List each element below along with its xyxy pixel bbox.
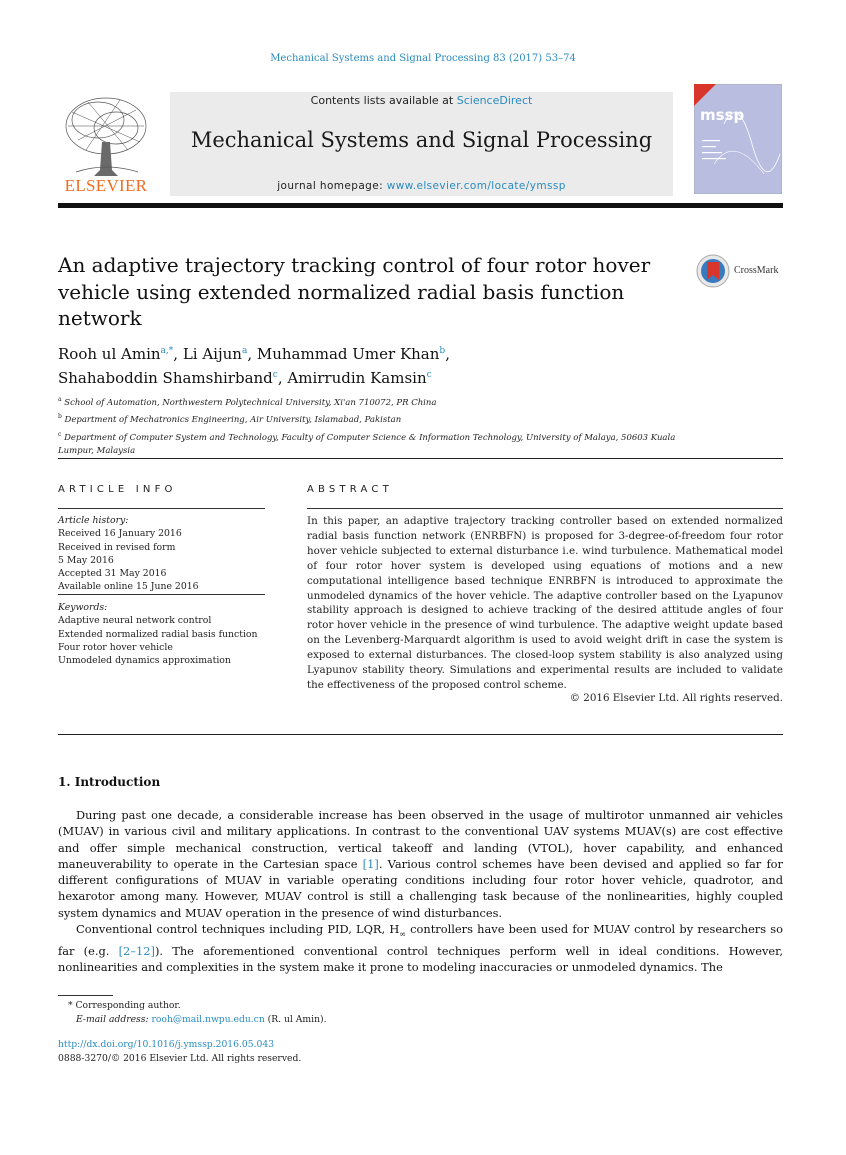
paragraph: [58, 807, 783, 921]
abstract-copyright: © 2016 Elsevier Ltd. All rights reserved.: [569, 692, 783, 704]
masthead-rule: [58, 203, 783, 208]
sciencedirect-link[interactable]: ScienceDirect: [456, 94, 533, 107]
author-name[interactable]: Rooh ul Amin: [58, 345, 161, 363]
affiliation: [58, 428, 698, 459]
cover-label: mssp: [700, 106, 745, 124]
contents-line: [170, 94, 673, 107]
text-run: ). The aforementioned conventional control techniques perform well in ideal conditions. However, nonlinearities and complexities in the system make it prone to modeling inaccuracies or unmodeled dynamics. The: [58, 943, 783, 974]
crossmark-badge[interactable]: [696, 254, 786, 288]
author-affil-mark[interactable]: a,*: [160, 346, 174, 356]
email-label: E-mail address:: [76, 1013, 152, 1025]
keyword: Adaptive neural network control: [58, 615, 212, 627]
homepage-link[interactable]: www.elsevier.com/locate/ymssp: [386, 180, 566, 192]
section-heading: 1. Introduction: [58, 775, 161, 789]
author-name[interactable]: Muhammad Umer Khan: [256, 345, 440, 363]
divider: [58, 594, 265, 595]
footnotes: [58, 999, 458, 1026]
affiliation-text: Department of Mechatronics Engineering, Air University, Islamabad, Pakistan: [64, 415, 402, 426]
affiliations: [58, 393, 698, 459]
corresponding-note: * Corresponding author.: [68, 1000, 181, 1011]
history-entry: Received 16 January 2016: [58, 528, 182, 540]
affiliation: [58, 393, 698, 410]
doi-block: [58, 1038, 458, 1065]
text-run: During past one decade, a considerable increase has been observed in the usage of multirotor unmanned air vehicles (MUAV) in various civil and military applications. In contrast to the conventional UAV systems MUAV(s) are cost effective and offer simple mechanical construction, vertical takeoff and landing (VTOL), hover capability, and enhanced maneuverability to operate in the Cartesian space: [58, 808, 783, 871]
affiliation-mark: a: [58, 396, 62, 403]
keyword: Unmodeled dynamics approximation: [58, 655, 231, 667]
body-text: [58, 807, 783, 975]
running-head[interactable]: Mechanical Systems and Signal Processing 83 (2017) 53–74: [270, 53, 576, 64]
author-affil-mark[interactable]: b: [439, 346, 446, 356]
divider: [307, 508, 783, 509]
history-label: Article history:: [58, 515, 129, 526]
article-info-heading: ARTICLE INFO: [58, 484, 177, 495]
email-suffix: (R. ul Amin).: [264, 1013, 327, 1025]
footnote-rule: [58, 995, 113, 996]
citation-link[interactable]: [1]: [362, 856, 379, 871]
keywords-label: Keywords:: [58, 602, 108, 613]
subscript: ∞: [399, 929, 406, 939]
article-title: An adaptive trajectory tracking control of four rotor hover vehicle using extended normalized radial basis function network: [58, 253, 651, 330]
author-name[interactable]: Amirrudin Kamsin: [287, 369, 427, 387]
divider: [58, 508, 265, 509]
history-entry: Available online 15 June 2016: [58, 581, 199, 593]
text-run: Conventional control techniques including PID, LQR, H: [76, 922, 400, 937]
contents-prefix: Contents lists available at: [310, 94, 457, 107]
journal-title: Mechanical Systems and Signal Processing: [190, 128, 653, 152]
crossmark-icon: [696, 254, 730, 288]
keywords: [58, 601, 268, 667]
affiliation: [58, 410, 698, 427]
affiliation-mark: c: [58, 430, 62, 438]
abstract-text: In this paper, an adaptive trajectory tracking controller based on extended normalized radial basis function network (ENRBFN) is proposed for 3-degree-of-freedom four rotor hover vehicle subjected to external disturbance i.e. wind turbulence. Mathematical model of four rotor hover system is developed using equations of motions and a new computational intelligence based technique ENRBFN is introduced to approximate the unmodeled dynamics of the hover vehicle. The adaptive controller based on the Lyapunov stability approach is designed to achieve tracking of the desired attitude angles of four rotor hover vehicle in the presence of wind turbulence. The adaptive weight update based on the Levenberg-Marquardt algorithm is used to avoid weight drift in case the system is exposed to external disturbances. The closed-loop system stability is also analyzed using Lyapunov stability theory. Simulations and experimental results are included to validate the effectiveness of the proposed control scheme.: [307, 515, 783, 691]
email-link[interactable]: rooh@mail.nwpu.edu.cn: [151, 1013, 265, 1025]
divider: [58, 458, 783, 459]
author-affil-mark[interactable]: a: [241, 346, 248, 356]
divider: [58, 734, 783, 735]
keyword: Extended normalized radial basis function: [58, 628, 258, 640]
text-run: . Various control schemes have been devised and applied so far for different configurations of MUAV in variable operating conditions including four rotor hover vehicle, quadrotor, and hexarotor among many. However, MUAV control is still a challenging task because of the nonlinearities, highly coupled system dynamics and MUAV operation in the presence of wind disturbances.: [58, 856, 783, 920]
paragraph: [58, 921, 783, 975]
author-affil-mark[interactable]: c: [272, 370, 278, 380]
history-entry: Received in revised form: [58, 541, 176, 553]
doi-link[interactable]: http://dx.doi.org/10.1016/j.ymssp.2016.05.043: [58, 1039, 275, 1050]
abstract-heading: ABSTRACT: [307, 484, 393, 495]
affiliation-text: Department of Computer System and Technology, Faculty of Computer Science & Information Technology, University of Malaya, 50603 Kuala Lumpur, Malaysia: [58, 432, 676, 457]
author-list: Rooh ul Amin$^{a,*}$, Li Aijun$^a$, Muhammad Umer Khan$^b$, Shahaboddin Shamshirband$^c$, Amirrudin Kamsin$^c$: [58, 345, 450, 387]
keyword: Four rotor hover vehicle: [58, 641, 173, 653]
affiliation-text: School of Automation, Northwestern Polytechnical University, Xi'an 710072, PR China: [64, 398, 437, 408]
author-name[interactable]: Shahaboddin Shamshirband: [58, 369, 273, 387]
email-note: [58, 1013, 458, 1027]
history-entry: 5 May 2016: [58, 554, 114, 566]
homepage-prefix: journal homepage:: [277, 180, 387, 192]
journal-cover-image[interactable]: [694, 84, 782, 194]
issn-line: 0888-3270/© 2016 Elsevier Ltd. All rights reserved.: [58, 1052, 302, 1064]
history-entry: Accepted 31 May 2016: [58, 568, 167, 580]
author-name[interactable]: Li Aijun: [182, 345, 242, 363]
citation-link[interactable]: [2–12]: [118, 943, 155, 958]
text-run: controllers have been used for MUAV control by researchers so far (e.g.: [58, 922, 784, 958]
affiliation-mark: b: [58, 413, 62, 421]
author-affil-mark[interactable]: c: [426, 370, 432, 380]
article-history: [58, 514, 268, 594]
crossmark-label: CrossMark: [734, 265, 779, 276]
publisher-name: ELSEVIER: [64, 176, 148, 195]
journal-homepage: [170, 180, 673, 192]
